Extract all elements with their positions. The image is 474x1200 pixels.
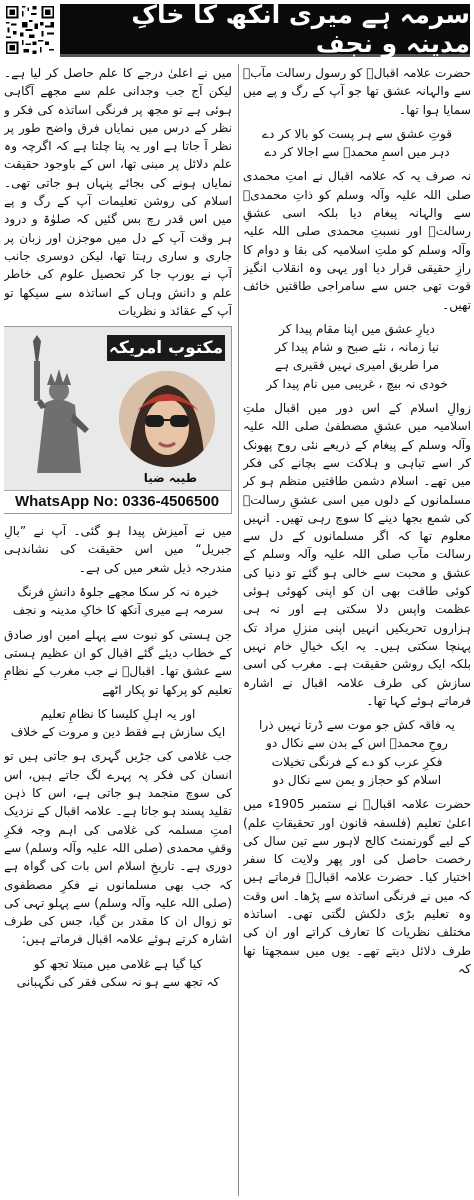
author-name: طیبہ ضیا bbox=[143, 471, 197, 486]
verse-line: خودی نہ بیچ ، غریبی میں نام پیدا کر bbox=[266, 376, 448, 391]
paragraph: زوالِ اسلام کے اس دور میں اقبال ملتِ اسلامیہ میں عشقِ مصطفیٰ صلی اللہ علیہ وآلہ وسلم کے پیغام کے ذریعے نئی روح پھونک کر اسے تباہی و ہلاکت سے بچانے کی فکر میں تھے۔ اسلام دشمن طاقتیں منظم ہو کر مسلمانوں کے دلوں میں اسی عشقِ رسالتؐ کی شمع بجھا دینے کا سوچ رہی تھیں۔ انہیں معلوم تھا کہ اگر مسلمانوں کے دل سے رسالت مآب صلی اللہ علیہ وآلہ وسلم کے عشق و محبت سے خالی ہو گئے تو دنیا کی کوئی طاقت بھی ان کو اپنی کھوئی ہوئی عظمت واپس دلا سکتی ہے اور نہ ہی ہزاروں تحریکیں انہیں اپنی منزلِ مراد تک پہنچا سکتی ہیں۔ یہ ایک خیالِ خام نہیں بلکہ ایک روشن حقیقت ہے۔ مغرب کی اسی سازش کی طرف علامہ اقبال نے اشارہ فرماتے ہوئے کہا تھا۔ bbox=[243, 401, 471, 708]
column-brand: مکتوب امریکہ bbox=[107, 335, 225, 361]
verse-line: اور یہ اہلِ کلیسا کا نظامِ تعلیم bbox=[40, 706, 196, 721]
whatsapp-contact bbox=[4, 490, 231, 513]
couplet bbox=[243, 716, 471, 789]
verse-line: نیا زمانہ ، نئے صبح و شام پیدا کر bbox=[275, 340, 439, 355]
verse-line: اسلام کو حجاز و یمن سے نکال دو bbox=[272, 772, 442, 787]
paragraph: میں نے اعلیٰ درجے کا علم حاصل کر لیا ہے۔ لیکن آج جب وجدانی علم سے مجھے آگاہی ہوئی ہے تو مجھ پر فرنگی اساتذہ کی فکر و نظر کے درس میں نمایاں فرق واضح طور پر نظر آ جاتا ہے اور یہ پتا چلتا ہے کہ اگرچہ وہ علم دلائل پر مبنی تھا، اس کے باوجود حقیقت نمایاں ہونے کی بجائے پنہاں ہو جاتی تھی۔ اسلام کی روشن تعلیمات آپ کے رگ و پے میں اس قدر رچ بس گئیں کہ صلوٰۃ و درود ہر وقت آپ کے دل میں موجزن اور زبان پر جاری و ساری رہتا تھا، لیکن دوسری جانب آپ نے یورپ جا کر تحصیل علوم کی خاطر علم و دانش وہاں کے اساتذہ سے سیکھا تو آپ کے عقائد و نظریات bbox=[4, 66, 232, 318]
paragraph: جب غلامی کی جڑیں گہری ہو جاتی ہیں تو انسان کی فکر پہ پہرے لگ جاتے ہیں، اس کی سوچ منجمد ہو جاتی ہے، اس کا ذہن تقلید پسند ہو جاتا ہے۔ علامہ اقبال کے نزدیک امتِ مسلمہ کی غلامی کی اہم وجہ فکرِ وقفِ محمدی (صلی اللہ علیہ وآلہ وسلم) سے دوری ہے۔ تاریخِ اسلام اس بات کی گواہ ہے کہ جب بھی مسلمانوں نے فکرِ مصطفوی (صلی اللہ علیہ وآلہ وسلم) سے پہلو تہی کی تو زوال ان کا مقدر بن گیا، جس کی طرف اشارہ کرتے ہوئے علامہ اقبال فرماتے ہیں: bbox=[4, 749, 232, 947]
verse-line: فکرِ عرب کو دے کے فرنگی تخیلات bbox=[271, 754, 443, 769]
verse-line: کیا گیا ہے غلامی میں مبتلا تجھ کو bbox=[33, 956, 203, 971]
header bbox=[0, 0, 474, 60]
left-column bbox=[4, 64, 232, 1198]
verse-line: روحِ محمدؐ اس کے بدن سے نکال دو bbox=[266, 736, 448, 751]
verse-line: مرا طریق امیری نہیں فقیری ہے bbox=[274, 358, 440, 373]
verse-line: کہ تجھ سے ہو نہ سکی فقر کی نگہبانی bbox=[16, 974, 220, 989]
column-divider bbox=[238, 64, 239, 1196]
verse-line: خیرہ نہ کر سکا مجھے جلوۂ دانشِ فرنگ bbox=[17, 585, 219, 600]
right-column bbox=[243, 64, 471, 1198]
author-portrait-icon bbox=[119, 371, 215, 467]
verse-line: دہر میں اسمِ محمدؐ سے اجالا کر دے bbox=[264, 145, 450, 160]
author-photo bbox=[119, 371, 215, 467]
paragraph: حضرت علامہ اقبالؒ کو رسول رسالت مآبؐ سے والہانہ عشق تھا جو آپ کے رگ و پے میں سمایا ہوا تھا۔ bbox=[243, 66, 471, 117]
qr-code-icon bbox=[4, 4, 56, 56]
verse-line: قوتِ عشق سے ہر پست کو بالا کر دے bbox=[261, 126, 453, 141]
couplet bbox=[4, 583, 232, 620]
couplet bbox=[243, 320, 471, 393]
couplet bbox=[4, 955, 232, 992]
paragraph: جن ہستی کو نبوت سے پہلے امین اور صادق کے خطاب دیئے گئے اقبال کو ان عظیم ہستی سے عشق تھا۔ اقبالؒ نے جب مغرب کے نظامِ تعلیم کو پرکھا تو پکار اٹھے bbox=[4, 627, 232, 697]
paragraph: نہ صرف یہ کہ علامہ اقبال نے امتِ محمدی صلی اللہ علیہ وآلہ وسلم کو ذاتِ محمدیؐ سے والہانہ پیغام دیا بلکہ اسی عشقِ رسالتؐ اور نسبتِ محمدی صلی اللہ علیہ وآلہ وسلم کو ملتِ اسلامیہ کی بقا و دوام کا رازِ حقیقی قرار دیا اور یہی وہ انقلاب انگیز قوت تھی جس سے سامراجی طاقتیں خائف تھیں۔ bbox=[243, 169, 471, 312]
verse-line: سرمہ ہے میری آنکھ کا خاکِ مدینہ و نجف bbox=[12, 603, 224, 618]
paragraph: میں نے آمیزش پیدا ہو گئی۔ آپ نے ”بالِ جبریل“ میں اس حقیقت کی نشاندہی مندرجہ ذیل شعر میں کی ہے۔ bbox=[4, 524, 232, 575]
verse-line: ایک سازش ہے فقط دین و مروت کے خلاف bbox=[10, 725, 226, 740]
paragraph: حضرت علامہ اقبالؒ نے ستمبر 1905ء میں اعلیٰ تعلیم (فلسفہ قانون اور تحقیقاتِ علم) کے لیے گورنمنٹ کالج لاہور سے تین سال کی رخصت حاصل کی اور پھر ولایت کا سفر اختیار کیا۔ حضرت علامہ اقبالؒ فرماتے ہیں کہ میں نے فرنگی اساتذہ سے پڑھا۔ اس وقت وہ تعلیم بڑی دلکش لگتی تھی۔ اساتذہ مختلف نظریات کا تعارف کراتے اور ان کی طرف دلائل دیتے تھے۔ یوں میں سمجھتا تھا کہ bbox=[243, 797, 471, 976]
couplet bbox=[4, 705, 232, 742]
whatsapp-label: WhatsApp No: bbox=[14, 493, 119, 510]
verse-line: یہ فاقہ کش جو موت سے ڈرتا نہیں ذرا bbox=[259, 718, 455, 733]
whatsapp-number: 0336-4506500 bbox=[122, 493, 220, 510]
column-banner bbox=[4, 326, 232, 514]
couplet bbox=[243, 125, 471, 162]
verse-line: دیارِ عشق میں اپنا مقام پیدا کر bbox=[279, 321, 435, 336]
article-title: سرمہ ہے میری آنکھ کا خاکِ مدینہ و نجف bbox=[60, 4, 470, 57]
statue-of-liberty-icon bbox=[7, 333, 107, 483]
